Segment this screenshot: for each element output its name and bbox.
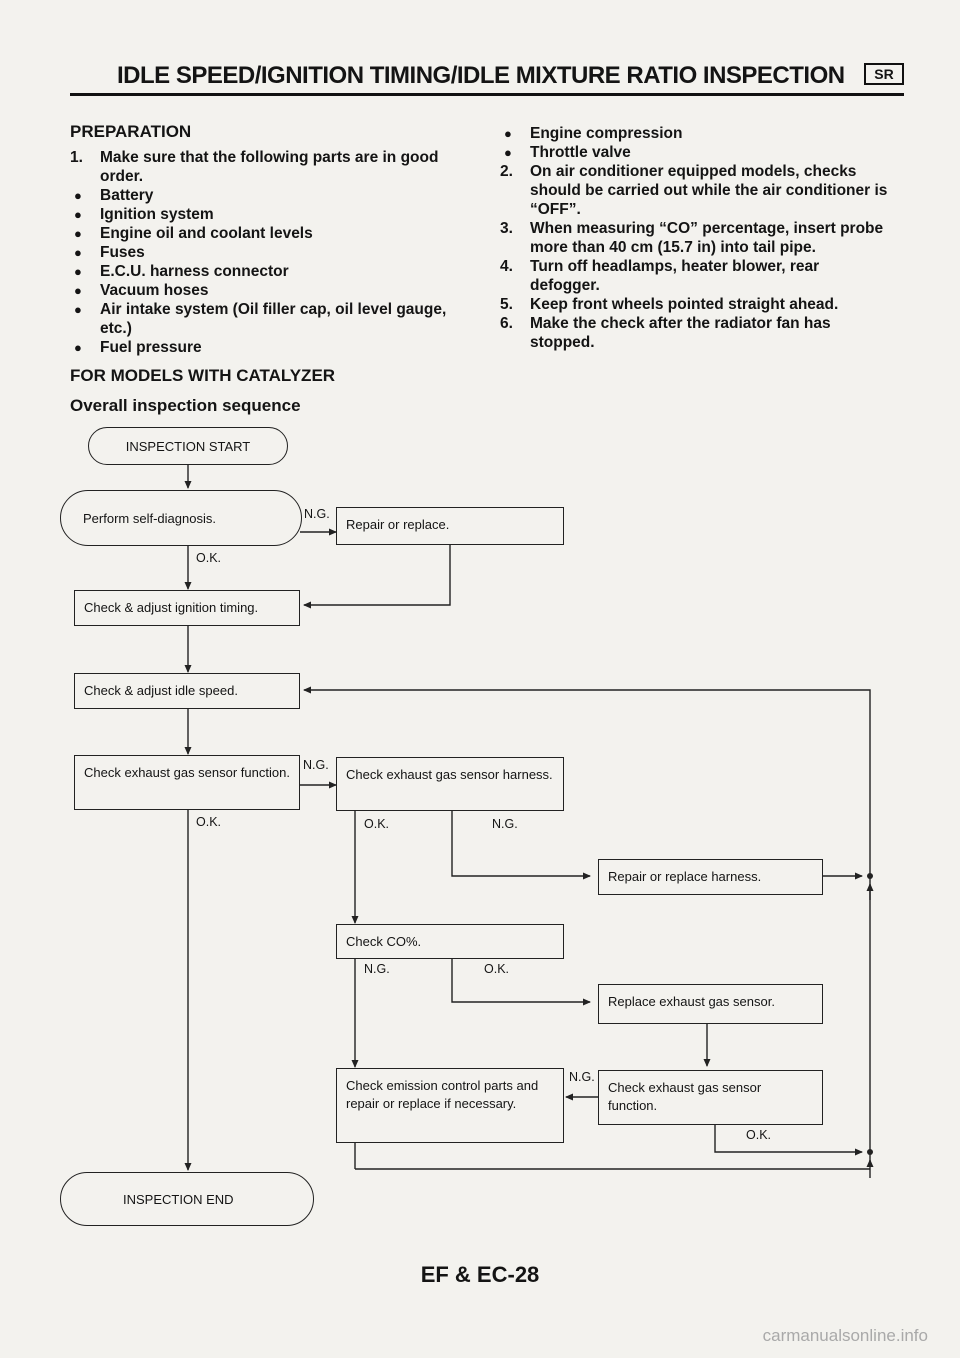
- ok-label: O.K.: [746, 1128, 772, 1142]
- node-label: Check emission control parts and repair or replace if necessary.: [346, 1078, 539, 1111]
- node-label: Check exhaust gas sensor harness.: [346, 767, 553, 782]
- repair-replace-node: [336, 507, 564, 545]
- section-tag: SR: [864, 63, 904, 85]
- ng-label: N.G.: [303, 758, 329, 772]
- ok-label: O.K.: [364, 817, 390, 831]
- node-label: Check & adjust ignition timing.: [84, 600, 259, 615]
- item-text: Make sure that the following parts are in good order.: [100, 149, 439, 185]
- ng-label: N.G.: [304, 507, 330, 521]
- page-number: EF & EC-28: [420, 1262, 540, 1287]
- item-number: 1.: [70, 149, 83, 166]
- check-co-node: [336, 924, 564, 959]
- bullet-text: Throttle valve: [530, 144, 631, 161]
- node-label: Repair or replace harness.: [608, 869, 762, 884]
- sequence-subheading: Overall inspection sequence: [70, 396, 301, 415]
- node-label: Perform self-diagnosis.: [83, 510, 216, 526]
- item-number: 6.: [500, 315, 513, 332]
- idle-speed-node: [74, 673, 300, 709]
- bullet-text: E.C.U. harness connector: [100, 263, 289, 280]
- preparation-heading: PREPARATION: [70, 122, 192, 141]
- bullet-icon: ●: [74, 340, 82, 355]
- repair-harness-node: [598, 859, 823, 895]
- ng-label: N.G.: [364, 962, 390, 976]
- item-number: 5.: [500, 296, 513, 313]
- item-number: 3.: [500, 220, 513, 237]
- bullet-icon: ●: [504, 145, 512, 160]
- replace-sensor-node: [598, 984, 823, 1024]
- bullet-icon: ●: [74, 207, 82, 222]
- emission-control-node: [336, 1068, 564, 1143]
- bullet-text: Fuses: [100, 244, 145, 261]
- watermark: carmanualsonline.info: [762, 1326, 928, 1345]
- node-label: Replace exhaust gas sensor.: [608, 994, 775, 1009]
- bullet-text: Vacuum hoses: [100, 282, 209, 299]
- exhaust-sensor-function-node: [74, 755, 300, 810]
- bullet-icon: ●: [74, 302, 82, 317]
- bullet-text: Fuel pressure: [100, 339, 202, 356]
- item-text: Keep front wheels pointed straight ahead.: [530, 296, 839, 313]
- ng-label: N.G.: [492, 817, 518, 831]
- catalyzer-heading: FOR MODELS WITH CATALYZER: [70, 366, 336, 385]
- bullet-text: Engine compression: [530, 125, 683, 142]
- node-label: Repair or replace.: [346, 517, 450, 532]
- item-text: When measuring “CO” percentage, insert probe more than 40 cm (15.7 in) into tail pipe.: [530, 220, 884, 256]
- item-text: Turn off headlamps, heater blower, rear defogger.: [530, 258, 820, 294]
- self-diagnosis-node: [60, 490, 302, 546]
- ignition-timing-node: [74, 590, 300, 626]
- node-label: Check exhaust gas sensor function.: [84, 765, 290, 780]
- bullet-icon: ●: [74, 283, 82, 298]
- ng-label: N.G.: [569, 1070, 595, 1084]
- item-number: 2.: [500, 163, 513, 180]
- item-text: Make the check after the radiator fan has stopped.: [530, 315, 831, 351]
- bullet-icon: ●: [74, 226, 82, 241]
- node-label: Check & adjust idle speed.: [84, 683, 238, 698]
- exhaust-sensor-harness-node: [336, 757, 564, 811]
- bullet-text: Ignition system: [100, 206, 214, 223]
- item-number: 4.: [500, 258, 513, 275]
- ok-label: O.K.: [196, 551, 222, 565]
- node-label: Check CO%.: [346, 934, 422, 949]
- ok-label: O.K.: [196, 815, 222, 829]
- bullet-icon: ●: [504, 126, 512, 141]
- bullet-icon: ●: [74, 245, 82, 260]
- node-label: INSPECTION START: [125, 438, 251, 454]
- page-title: IDLE SPEED/IGNITION TIMING/IDLE MIXTURE RATIO INSPECTION: [117, 62, 845, 89]
- node-label: INSPECTION END: [123, 1191, 234, 1207]
- ok-label: O.K.: [484, 962, 510, 976]
- item-text: On air conditioner equipped models, checks should be carried out while the air conditioner is “OFF”.: [530, 163, 888, 218]
- node-label: Check exhaust gas sensor function.: [608, 1080, 762, 1113]
- exhaust-sensor-function-2-node: [598, 1070, 823, 1125]
- bullet-text: Air intake system (Oil filler cap, oil level gauge, etc.): [100, 301, 447, 337]
- bullet-icon: ●: [74, 264, 82, 279]
- bullet-text: Engine oil and coolant levels: [100, 225, 313, 242]
- bullet-text: Battery: [100, 187, 154, 204]
- inspection-start-node: [88, 427, 288, 465]
- inspection-end-node: [60, 1172, 314, 1226]
- bullet-icon: ●: [74, 188, 82, 203]
